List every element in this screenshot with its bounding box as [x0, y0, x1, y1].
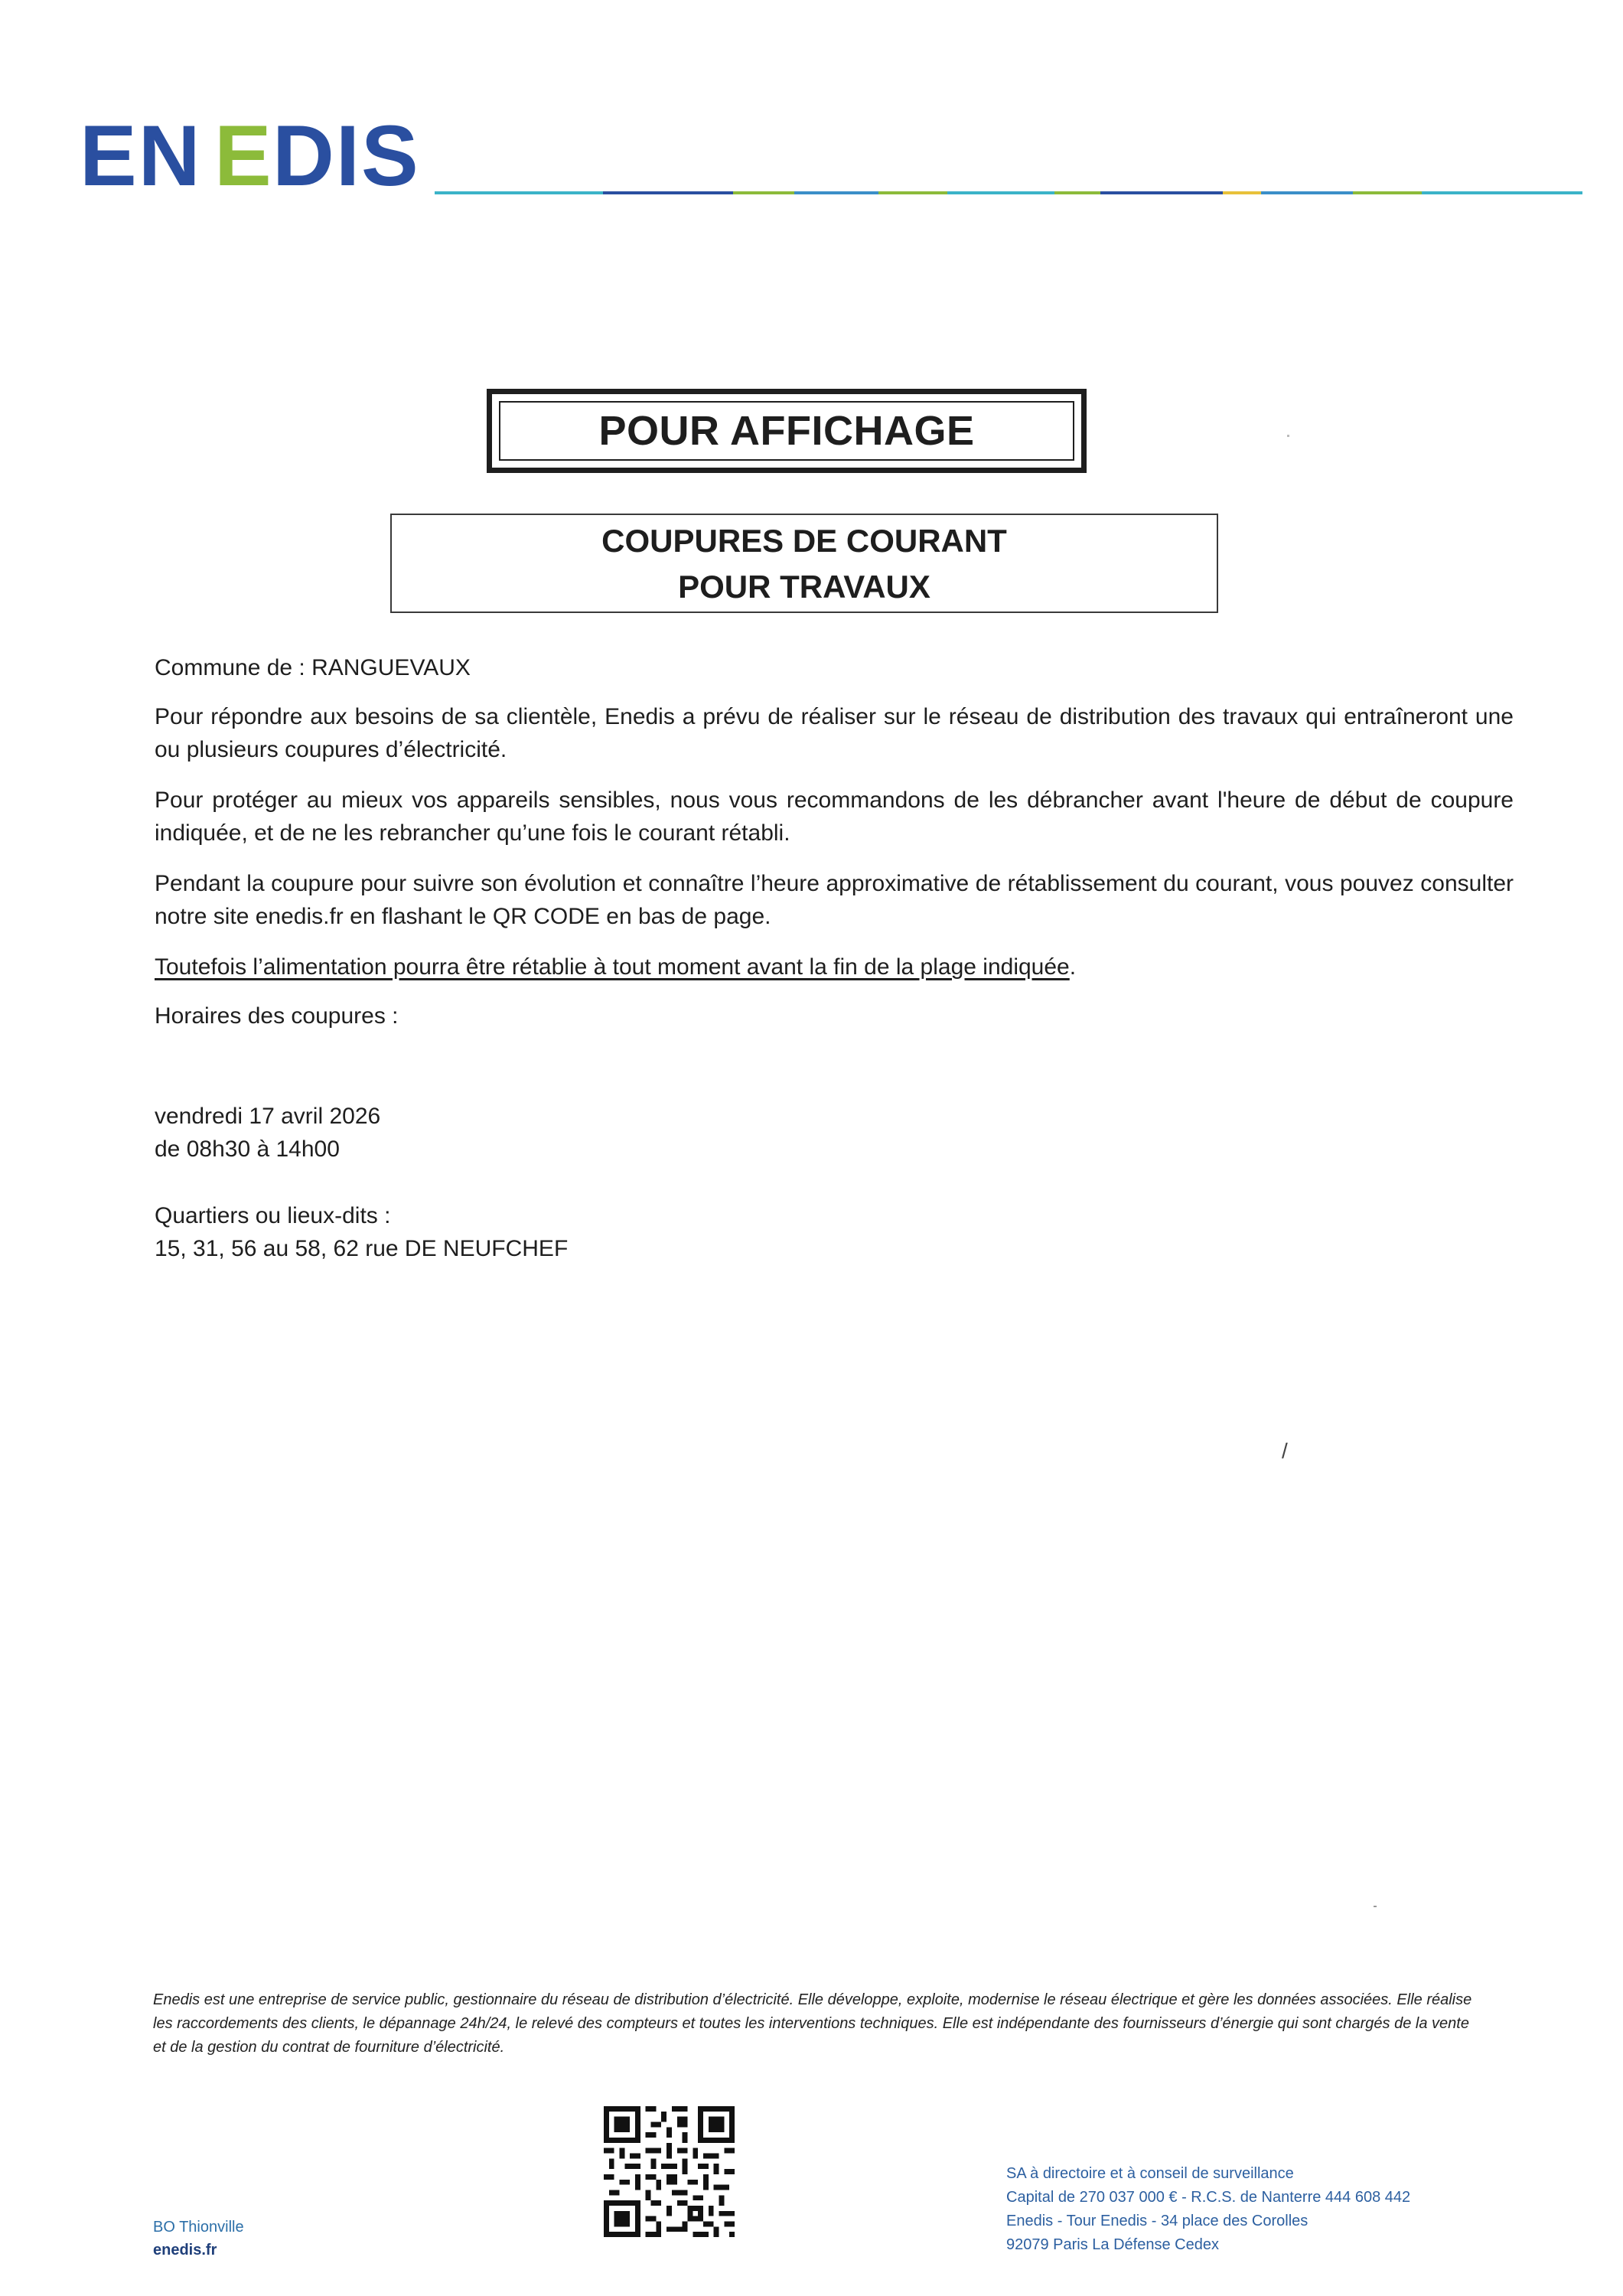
display-notice-box — [487, 389, 1087, 473]
warning-text: Toutefois l’alimentation pourra être rétablie à tout moment avant la fin de la plage indiquée — [155, 954, 1070, 980]
legal-notice: Enedis est une entreprise de service public, gestionnaire du réseau de distribution d’électricité. Elle développe, exploite, modernise le réseau électrique et gère les données associées. Elle réalise les raccordements des clients, le dépannage 24h/24, le relevé des compteurs et toutes les interventions techniques. Elle est indépendante des fournisseurs d’énergie qui sont chargés de la vente et de la gestion du contrat de fourniture d’électricité. — [153, 1991, 1472, 2056]
paragraph-tracking: Pendant la coupure pour suivre son évolution et connaître l’heure approximative de rétablissement du courant, vous pouvez consulter notre site enedis.fr en flashant le QR CODE en bas de page. — [155, 871, 1514, 929]
schedule-label: Horaires des coupures : — [155, 1003, 399, 1029]
display-notice-title: POUR AFFICHAGE — [499, 401, 1074, 461]
outage-time: de 08h30 à 14h00 — [155, 1137, 340, 1162]
warning-line — [155, 951, 1514, 983]
paragraph-intro: Pour répondre aux besoins de sa clientèle, Enedis a prévu de réaliser sur le réseau de distribution des travaux qui entraîneront une ou plusieurs coupures d’électricité. — [155, 704, 1514, 762]
footer-company-line: 92079 Paris La Défense Cedex — [1006, 2236, 1219, 2253]
enedis-logo — [80, 115, 432, 199]
scan-mark: / — [1282, 1439, 1288, 1463]
scan-dot — [1287, 435, 1289, 437]
paragraph-advice: Pour protéger au mieux vos appareils sensibles, nous vous recommandons de les débrancher avant l'heure de début de coupure indiquée, et de ne les rebrancher qu’une fois le courant rétabli. — [155, 788, 1514, 846]
outage-title-line2: POUR TRAVAUX — [678, 569, 930, 605]
places-list: 15, 31, 56 au 58, 62 rue DE NEUFCHEF — [155, 1236, 569, 1261]
svg-text:DIS: DIS — [272, 115, 420, 199]
outage-title-line1: COUPURES DE COURANT — [601, 523, 1007, 559]
places-label: Quartiers ou lieux-dits : — [155, 1203, 391, 1228]
footer-company-line: Capital de 270 037 000 € - R.C.S. de Nanterre 444 608 442 — [1006, 2189, 1411, 2206]
outage-title-box — [390, 514, 1218, 613]
scan-dot — [1374, 1906, 1377, 1907]
warning-suffix: . — [1069, 954, 1077, 980]
footer-company-line: Enedis - Tour Enedis - 34 place des Corolles — [1006, 2213, 1309, 2229]
svg-text:EN: EN — [80, 115, 202, 199]
commune-line: Commune de : RANGUEVAUX — [155, 655, 471, 680]
footer-company-block — [1006, 2162, 1410, 2257]
footer-company-line: SA à directoire et à conseil de surveillance — [1006, 2165, 1294, 2182]
header-rule — [435, 190, 1582, 196]
qr-code[interactable] — [604, 2106, 735, 2237]
outage-date: vendredi 17 avril 2026 — [155, 1104, 381, 1129]
svg-text:E: E — [214, 115, 272, 199]
footer-site-link[interactable]: enedis.fr — [153, 2242, 217, 2258]
footer-office: BO Thionville — [153, 2219, 244, 2236]
footer-office-block — [153, 2216, 244, 2262]
